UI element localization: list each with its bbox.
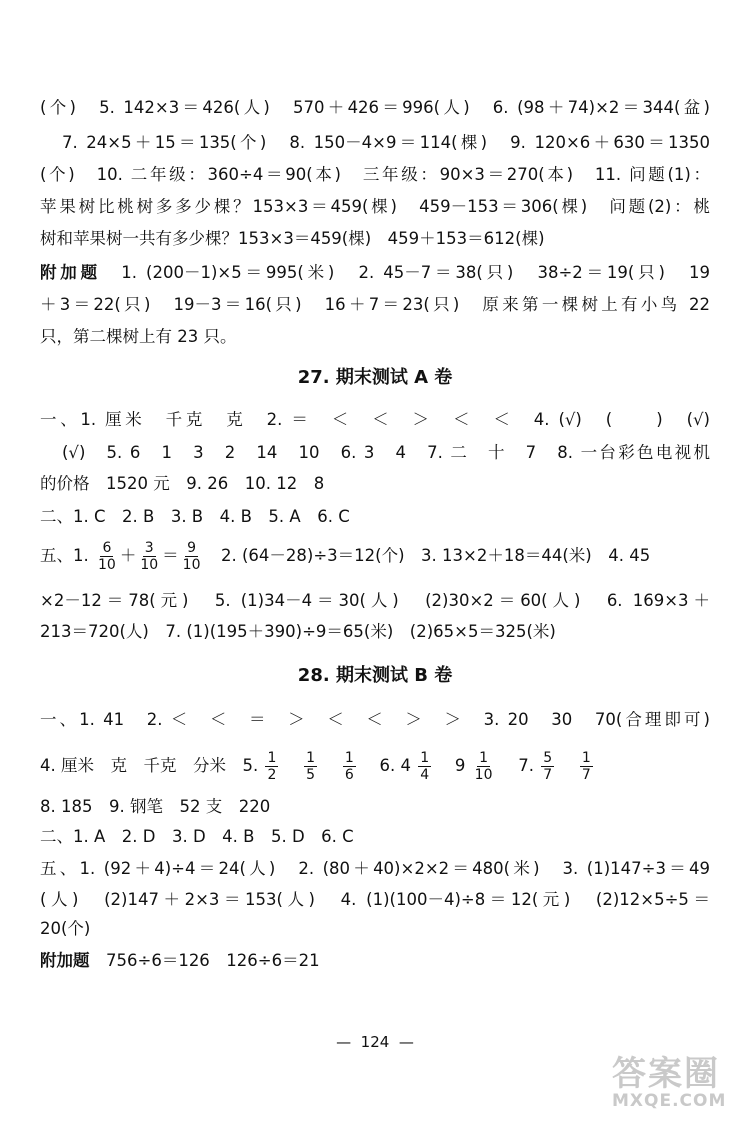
answer-text: 6. 4 [379,756,411,775]
item-prefix: 4. 厘米 克 千克 分米 5. [40,756,259,775]
fraction [343,750,356,783]
answer-line: 二、1. C 2. B 3. B 4. B 5. A 6. C [40,507,350,526]
denominator: 10 [182,557,201,573]
denominator: 10 [474,767,493,783]
bonus-line [40,262,710,284]
fraction [541,750,554,783]
denominator: 10 [98,557,116,573]
answer-line: (人) (2)147＋2×3＝153(人) 4. (1)(100－4)÷8＝12(元) (2)12×5÷5＝ [40,890,710,909]
numerator: 1 [344,750,354,766]
fraction [580,750,593,783]
page-number [0,1032,750,1052]
bonus-text: 756÷6＝126 126÷6＝21 [106,951,320,970]
answer-line: ＋3＝22(只) 19－3＝16(只) 16＋7＝23(只) 原来第一棵树上有小鸟 22 [40,295,710,314]
fraction [304,750,317,783]
fraction-line [40,538,710,574]
bonus-label: 附加题 [40,951,90,970]
numerator: 1 [420,750,430,766]
answer-line: 只，第二棵树上有 23 只。 [40,327,237,346]
denominator: 7 [581,767,591,783]
dash-left: — [336,1033,352,1051]
bonus-line [40,950,710,972]
answer-line: 一、1. 41 2. ＜ ＜ ＝ ＞ ＜ ＜ ＞ ＞ 3. 20 30 70(合理即可) [40,710,710,729]
plus-sign: ＋ [119,546,137,565]
answer-line: 的价格 1520 元 9. 26 10. 12 8 [40,474,325,493]
answer-text: 9 [454,756,466,775]
denominator: 6 [344,767,354,783]
answer-line: 213＝720(人) 7. (1)(195＋390)÷9＝65(米) (2)65×5＝325(米) [40,622,556,641]
dash-right: — [398,1033,414,1051]
denominator: 2 [267,767,277,783]
watermark [612,1056,742,1112]
answer-line: (√) 5. 6 1 3 2 14 10 6. 3 4 7. 二 十 7 8. 一台彩色电视机 [62,443,710,462]
answer-text: 7. [518,756,534,775]
equals-sign: ＝ [162,546,179,565]
fraction [418,750,431,783]
fraction [96,540,118,573]
numerator: 9 [187,540,197,556]
answer-line: 一、1. 厘米 千克 克 2. ＝ ＜ ＜ ＞ ＜ ＜ 4. (√) ( ) (√) [40,410,710,429]
denominator: 7 [543,767,553,783]
bonus-label: 附加题 [40,263,101,282]
answer-line: 五、1. (92＋4)÷4＝24(人) 2. (80＋40)×2×2＝480(米) 3. (1)147÷3＝49 [40,859,710,878]
denominator: 5 [306,767,316,783]
page-number-value: 124 [360,1033,390,1051]
answer-line: 树和苹果树一共有多少棵？153×3＝459(棵) 459＋153＝612(棵) [40,229,545,248]
watermark-logo: 答案圈 [612,1054,720,1094]
answer-line: (个) 10. 二年级：360÷4＝90(本) 三年级：90×3＝270(本) 11. 问题(1)： [40,165,710,184]
answer-line: ×2－12＝78(元) 5. (1)34－4＝30(人) (2)30×2＝60(人) 6. 169×3＋ [40,591,710,610]
numerator: 1 [267,750,277,766]
fraction-line [40,744,710,788]
fraction [473,750,495,783]
numerator: 5 [543,750,553,766]
numerator: 1 [306,750,316,766]
bonus-text: 1. (200－1)×5＝995(米) 2. 45－7＝38(只) 38÷2＝19(只) 19 [121,263,711,282]
answer-line: 7. 24×5＋15＝135(个) 8. 150－4×9＝114(棵) 9. 120×6＋630＝1350 [62,133,710,152]
answer-line: 苹果树比桃树多多少棵？153×3＝459(棵) 459－153＝306(棵) 问题(2)：桃 [40,197,710,216]
section-heading-27: 27. 期末测试 A 卷 [297,367,453,388]
answer-text: 2. (64－28)÷3＝12(个) 3. 13×2＋18＝44(米) 4. 45 [204,546,651,565]
numerator: 1 [479,750,489,766]
answer-line: 20(个) [40,919,91,938]
numerator: 6 [102,540,112,556]
numerator: 3 [144,540,154,556]
numerator: 1 [581,750,591,766]
denominator: 4 [420,767,430,783]
answer-line: 二、1. A 2. D 3. D 4. B 5. D 6. C [40,827,354,846]
watermark-url: MXQE.COM [612,1091,727,1111]
section-heading-28: 28. 期末测试 B 卷 [297,665,453,686]
denominator: 10 [140,557,159,573]
fraction [265,750,278,783]
fraction [181,540,203,573]
answer-line: 8. 185 9. 钢笔 52 支 220 [40,797,271,816]
answer-line: (个) 5. 142×3＝426(人) 570＋426＝996(人) 6. (98＋74)×2＝344(盆) [40,98,710,117]
fraction [138,540,160,573]
item-prefix: 五、1. [40,546,89,565]
